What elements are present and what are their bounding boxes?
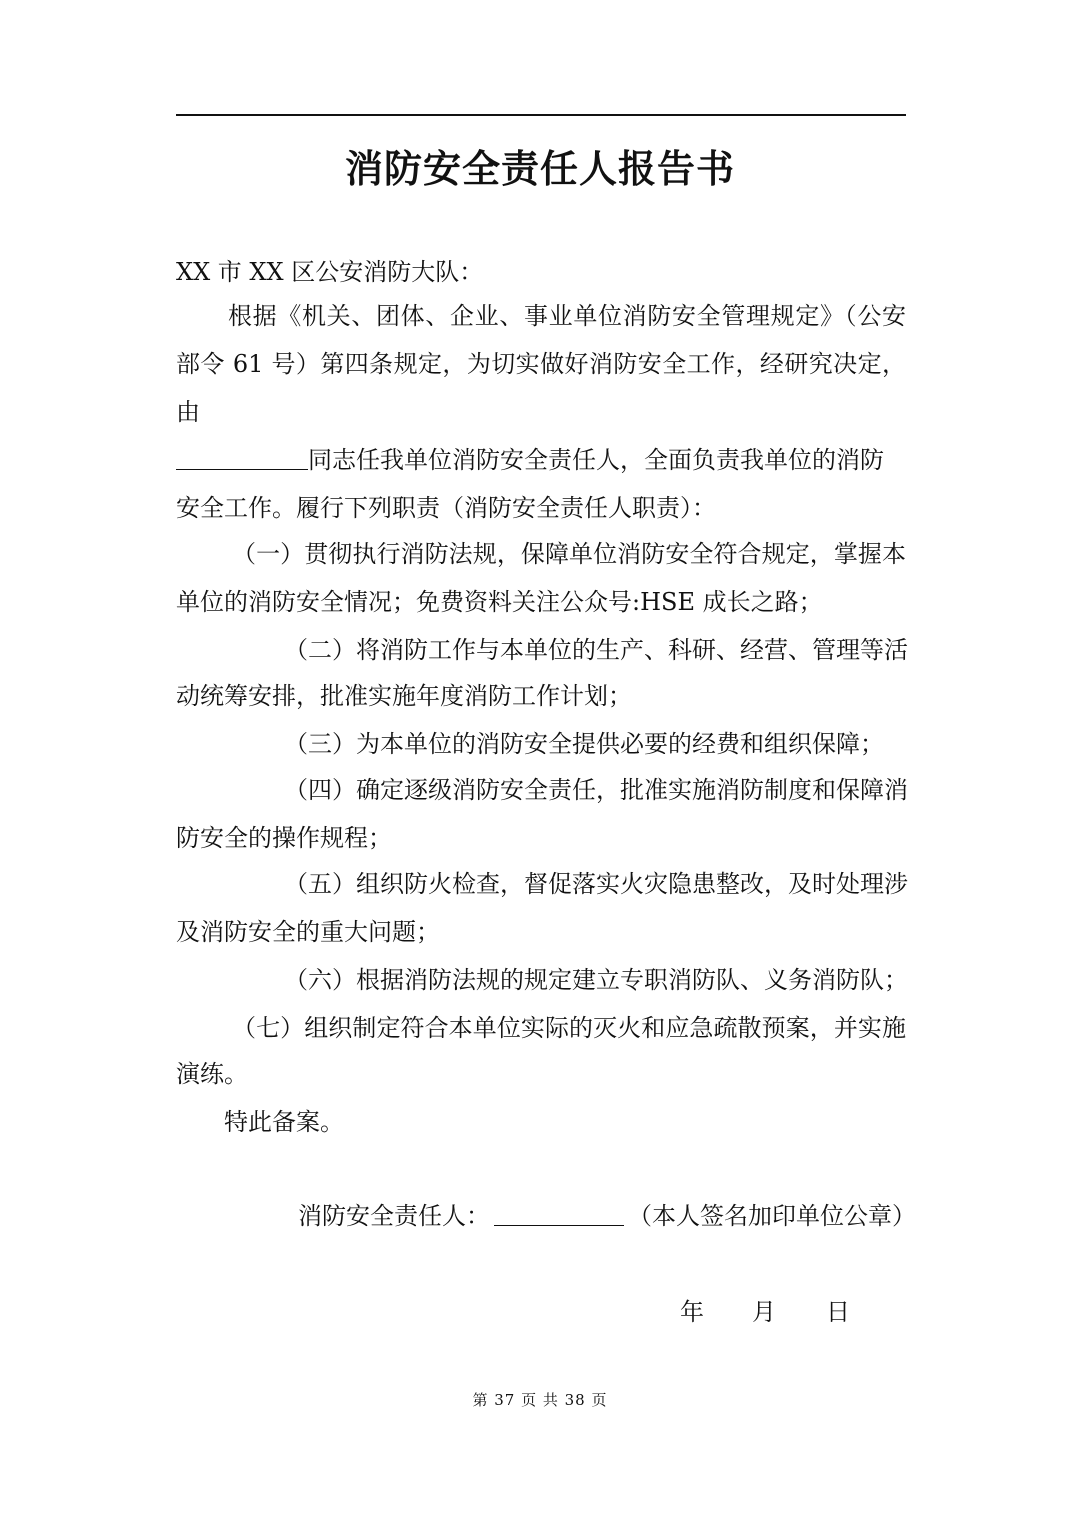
duty-3-line-1: （三）为本单位的消防安全提供必要的经费和组织保障； (284, 730, 884, 758)
date-year: 年 (680, 1298, 704, 1326)
duty-5-line-1: （五）组织防火检查，督促落实火灾隐患整改，及时处理涉 (284, 870, 908, 898)
duty-1-line-1: （一）贯彻执行消防法规，保障单位消防安全符合规定，掌握本 (232, 540, 906, 568)
duty-7-line-1: （七）组织制定符合本单位实际的灭火和应急疏散预案，并实施 (232, 1014, 906, 1042)
duty-1-line-2: 单位的消防安全情况；免费资料关注公众号:HSE 成长之路； (176, 588, 823, 616)
intro-line-4 (176, 444, 906, 476)
signature-label: 消防安全责任人： (298, 1202, 490, 1230)
appointee-name-blank[interactable] (176, 445, 308, 470)
intro-line-4-text: 同志任我单位消防安全责任人，全面负责我单位的消防 (308, 446, 884, 474)
document-title: 消防安全责任人报告书 (344, 147, 735, 191)
addressee: XX 市 XX 区公安消防大队： (176, 258, 484, 286)
duty-4-line-1: （四）确定逐级消防安全责任，批准实施消防制度和保障消 (284, 776, 908, 804)
closing-line: 特此备案。 (224, 1108, 344, 1136)
intro-line-2: 部令 61 号）第四条规定，为切实做好消防安全工作，经研究决定， (176, 350, 906, 378)
duty-2-line-2: 动统筹安排，批准实施年度消防工作计划； (176, 682, 632, 710)
date-day: 日 (826, 1298, 850, 1326)
duty-7-line-2: 演练。 (176, 1060, 248, 1088)
intro-line-3: 由 (176, 398, 200, 426)
intro-line-5: 安全工作。履行下列职责（消防安全责任人职责）： (176, 494, 716, 522)
intro-line-1: 根据《机关、团体、企业、事业单位消防安全管理规定》（公安 (228, 302, 906, 330)
page-number-footer: 第 37 页 共 38 页 (472, 1391, 608, 1409)
duty-6-line-1: （六）根据消防法规的规定建立专职消防队、义务消防队； (284, 966, 908, 994)
signature-blank[interactable] (494, 1201, 624, 1226)
duty-5-line-2: 及消防安全的重大问题； (176, 918, 440, 946)
date-month: 月 (752, 1298, 776, 1326)
signature-line (298, 1200, 916, 1232)
signature-note: （本人签名加印单位公章） (628, 1202, 916, 1230)
duty-4-line-2: 防安全的操作规程； (176, 824, 392, 852)
duty-2-line-1: （二）将消防工作与本单位的生产、科研、经营、管理等活 (284, 636, 908, 664)
header-rule (176, 114, 906, 116)
